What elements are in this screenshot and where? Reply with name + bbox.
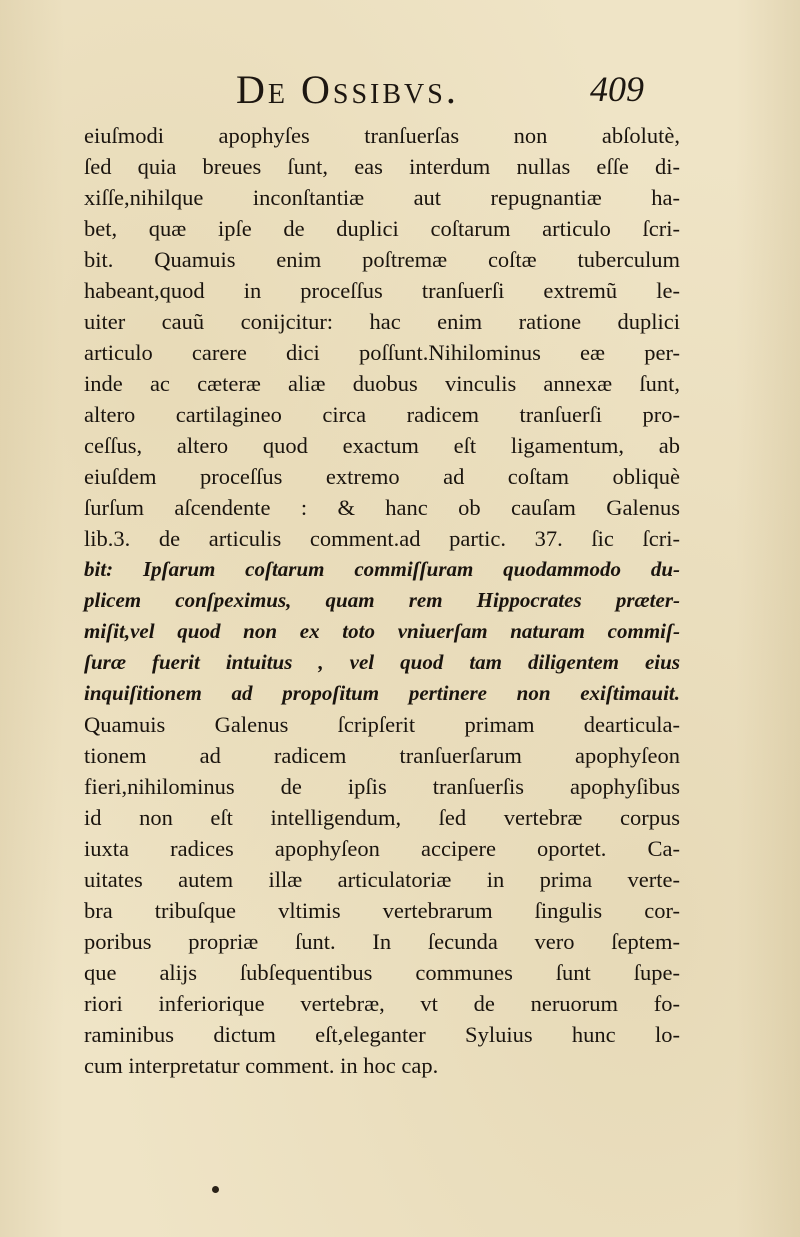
text-line: inquiſitionem ad propoſitum pertinere non exiſtimauit.: [84, 681, 680, 705]
text-line: ceſſus, altero quod exactum eſt ligamentum, ab: [84, 433, 680, 458]
text-line: uitates autem illæ articulatoriæ in prima verte-: [84, 867, 680, 892]
text-line: bet, quæ ipſe de duplici coſtarum articulo ſcri-: [84, 216, 680, 241]
body-text: [84, 120, 680, 1081]
text-line: eiuſmodi apophyſes tranſuerſas non abſolutè,: [84, 123, 680, 148]
page-number: 409: [590, 69, 644, 109]
running-title: De Ossibvs.: [236, 67, 459, 112]
text-line: Quamuis Galenus ſcripſerit primam dearticula-: [84, 712, 680, 737]
text-line: habeant,quod in proceſſus tranſuerſi extremũ le-: [84, 278, 680, 303]
text-line: iuxta radices apophyſeon accipere oportet. Ca-: [84, 836, 680, 861]
text-line: lib.3. de articulis comment.ad partic. 37. ſic ſcri-: [84, 526, 680, 551]
text-line: fieri,nihilominus de ipſis tranſuerſis apophyſibus: [84, 774, 680, 799]
text-line: id non eſt intelligendum, ſed vertebræ corpus: [84, 805, 680, 830]
text-line: miſit,vel quod non ex toto vniuerſam naturam commiſ-: [84, 619, 680, 643]
text-line: ſed quia breues ſunt, eas interdum nullas eſſe di-: [84, 154, 680, 179]
text-line: xiſſe,nihilque inconſtantiæ aut repugnantiæ ha-: [84, 185, 680, 210]
text-line: inde ac cæteræ aliæ duobus vinculis annexæ ſunt,: [84, 371, 680, 396]
text-line: bit. Quamuis enim poſtremæ coſtæ tuberculum: [84, 247, 680, 272]
text-line: eiuſdem proceſſus extremo ad coſtam obliquè: [84, 464, 680, 489]
text-line: riori inferiorique vertebræ, vt de neruorum fo-: [84, 991, 680, 1016]
page-header: [0, 66, 800, 116]
text-line: bra tribuſque vltimis vertebrarum ſingulis cor-: [84, 898, 680, 923]
text-line: poribus propriæ ſunt. In ſecunda vero ſeptem-: [84, 929, 680, 954]
ink-spot: [212, 1186, 219, 1193]
text-line: articulo carere dici poſſunt.Nihilominus eæ per-: [84, 340, 680, 365]
text-line: plicem conſpeximus, quam rem Hippocrates præter-: [84, 588, 680, 612]
text-line: que alijs ſubſequentibus communes ſunt ſupe-: [84, 960, 680, 985]
text-line: raminibus dictum eſt,eleganter Syluius hunc lo-: [84, 1022, 680, 1047]
text-line: cum interpretatur comment. in hoc cap.: [84, 1053, 439, 1078]
text-line: ſuræ fuerit intuitus , vel quod tam diligentem eius: [84, 650, 680, 674]
text-line: bit: Ipſarum coſtarum commiſſuram quodammodo du-: [84, 557, 680, 581]
text-line: altero cartilagineo circa radicem tranſuerſi pro-: [84, 402, 680, 427]
text-line: uiter cauũ conijcitur: hac enim ratione duplici: [84, 309, 680, 334]
text-line: ſurſum aſcendente : & hanc ob cauſam Galenus: [84, 495, 680, 520]
text-line: tionem ad radicem tranſuerſarum apophyſeon: [84, 743, 680, 768]
